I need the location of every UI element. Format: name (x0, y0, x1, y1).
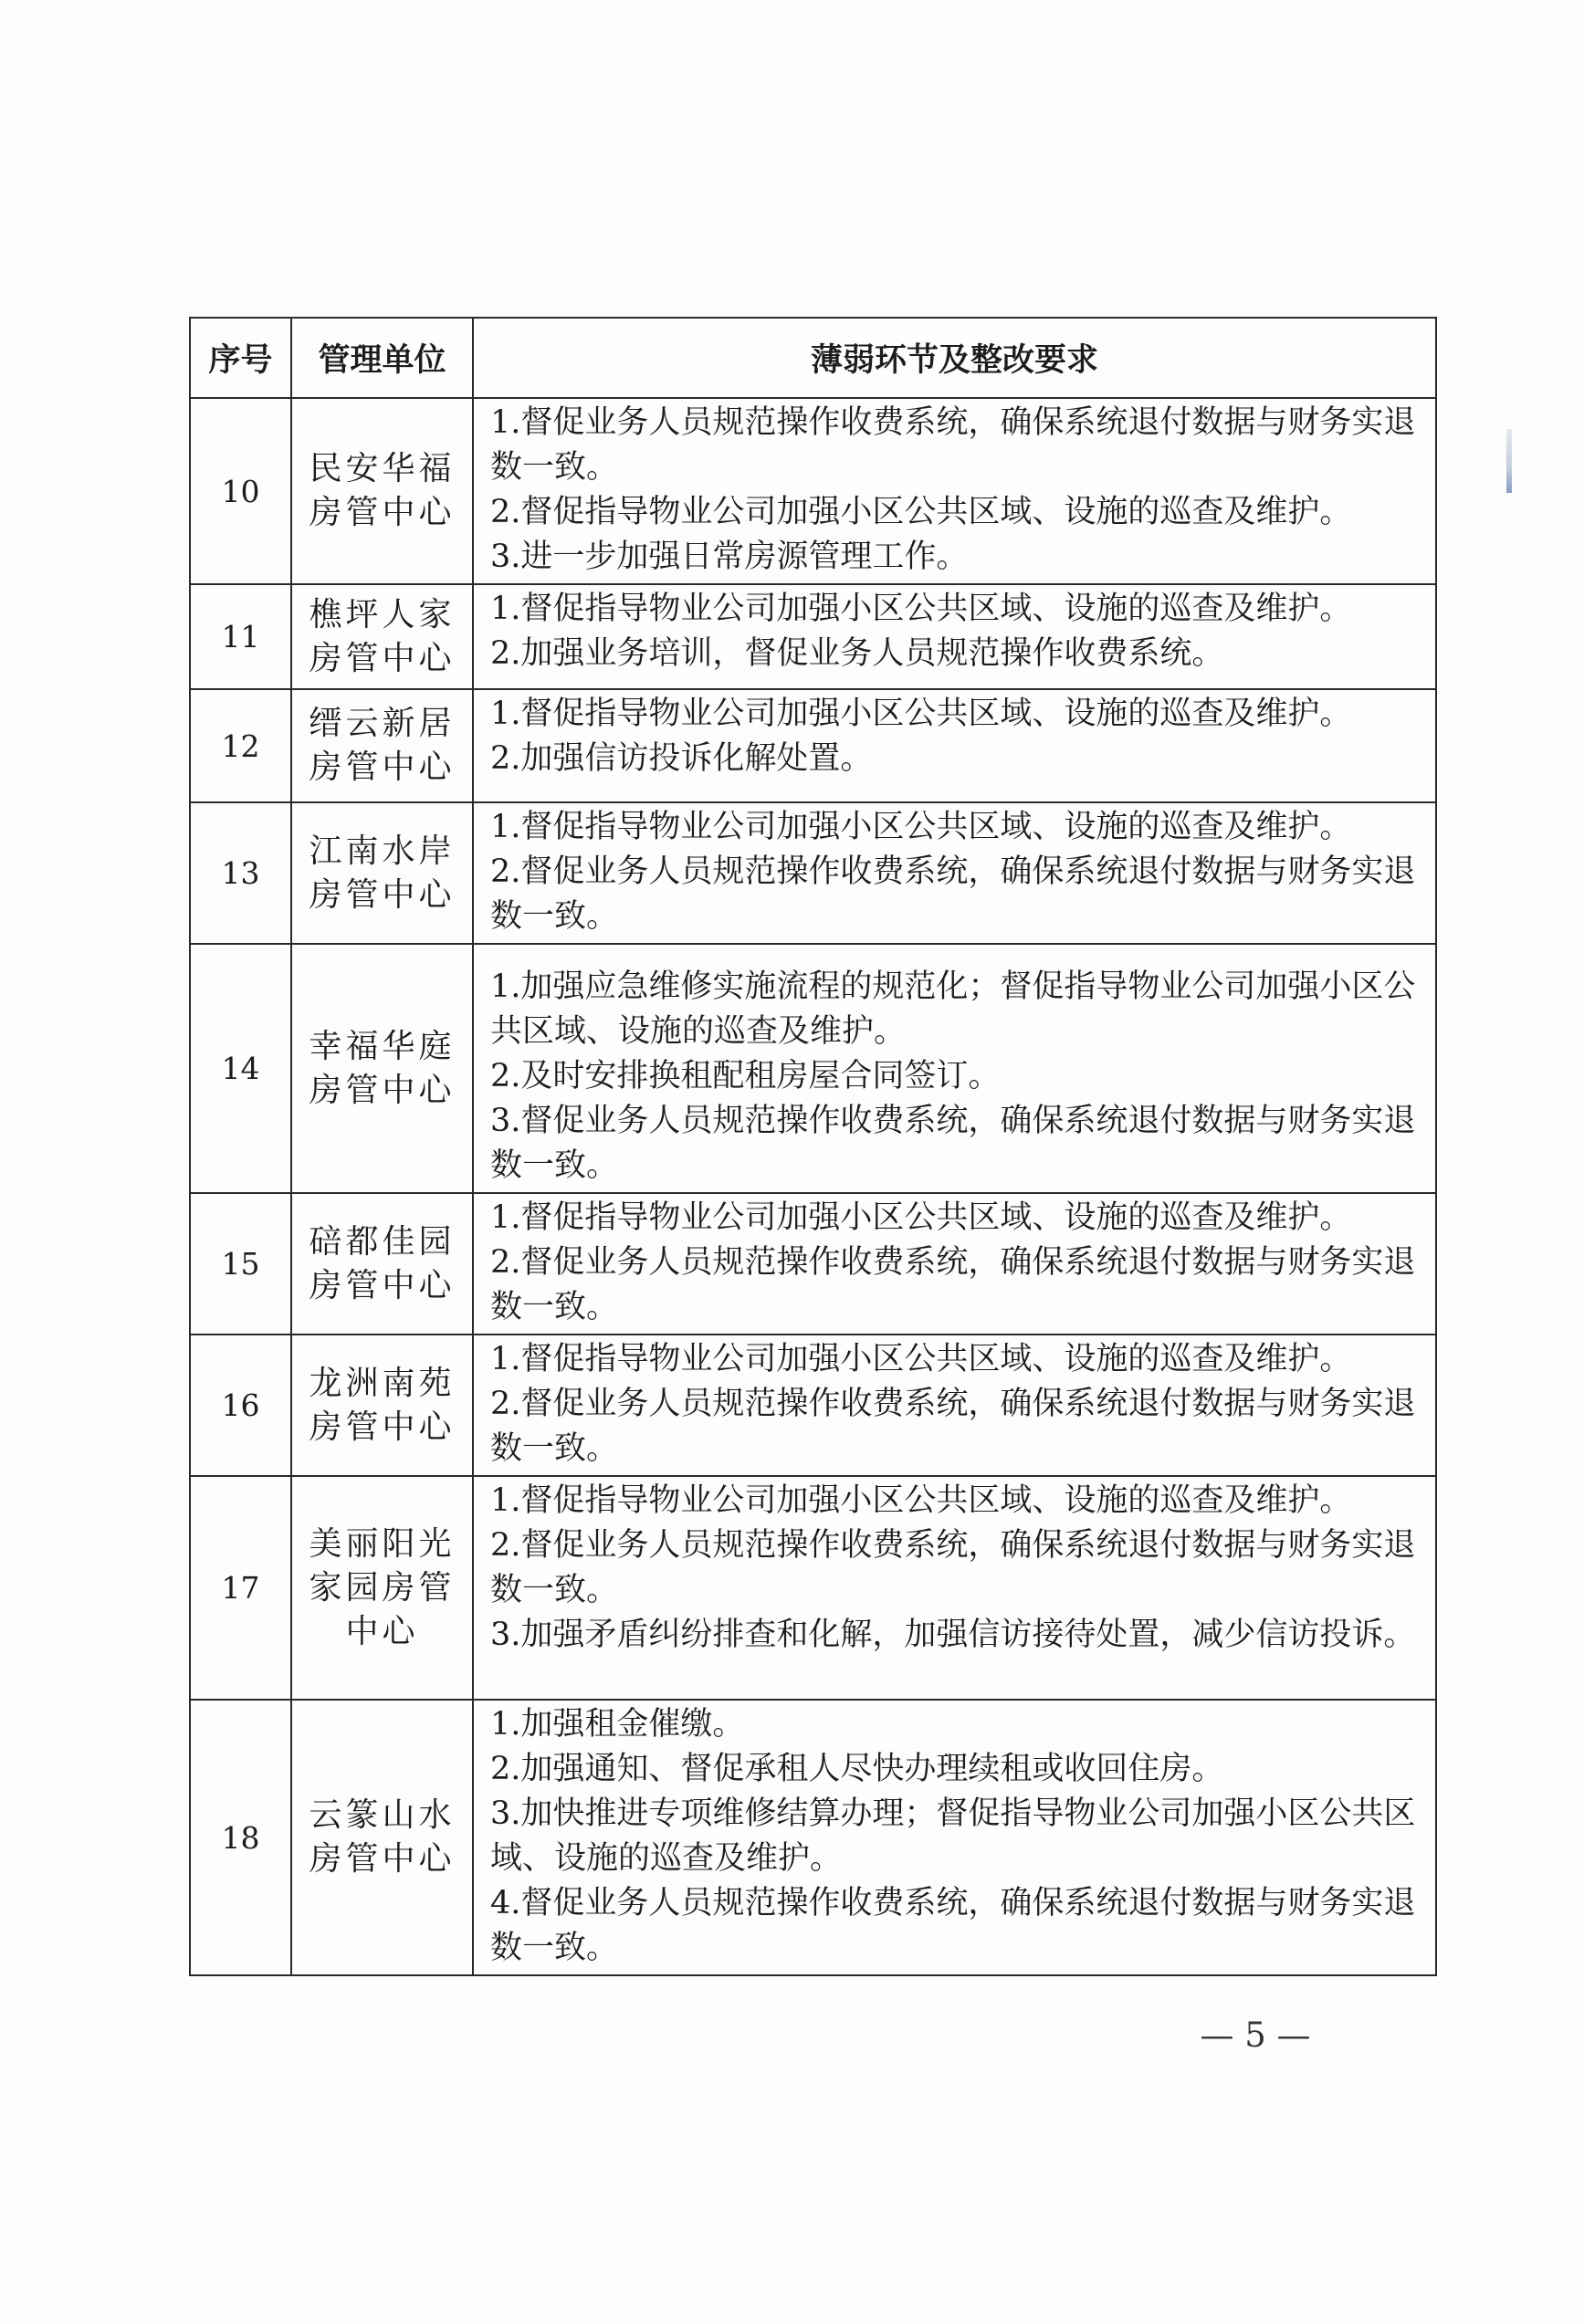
row-index: 11 (190, 584, 291, 689)
requirement-item: 2.加强通知、督促承租人尽快办理续租或收回住房。 (490, 1751, 1224, 1787)
row-unit: 江南水岸房管中心 (291, 802, 473, 944)
table-row (190, 1193, 1436, 1335)
requirement-item: 1.督促指导物业公司加强小区公共区域、设施的巡查及维护。 (490, 591, 1352, 627)
requirement-item: 2.加强信访投诉化解处置。 (490, 740, 873, 777)
row-requirements (473, 1476, 1436, 1700)
row-requirements (473, 1700, 1436, 1975)
page-number: — 5 — (1200, 2015, 1311, 2055)
table-row (190, 1476, 1436, 1700)
row-index: 15 (190, 1193, 291, 1335)
row-unit: 碚都佳园房管中心 (291, 1193, 473, 1335)
requirement-item: 2.督促业务人员规范操作收费系统，确保系统退付数据与财务实退数一致。 (490, 853, 1416, 935)
requirement-item: 4.督促业务人员规范操作收费系统，确保系统退付数据与财务实退数一致。 (490, 1885, 1416, 1966)
requirement-item: 1.督促指导物业公司加强小区公共区域、设施的巡查及维护。 (490, 696, 1352, 732)
header-index: 序号 (190, 318, 291, 398)
row-requirements (473, 1335, 1436, 1476)
row-requirements (473, 398, 1436, 584)
requirement-item: 3.进一步加强日常房源管理工作。 (490, 539, 969, 575)
row-index: 13 (190, 802, 291, 944)
row-index: 16 (190, 1335, 291, 1476)
table-row (190, 584, 1436, 689)
requirement-item: 2.加强业务培训，督促业务人员规范操作收费系统。 (490, 635, 1224, 672)
requirement-item: 1.加强租金催缴。 (490, 1706, 745, 1743)
rectification-table (189, 317, 1437, 1976)
row-requirements (473, 944, 1436, 1193)
table-row (190, 944, 1436, 1193)
row-index: 14 (190, 944, 291, 1193)
table-row (190, 398, 1436, 584)
row-requirements (473, 689, 1436, 802)
row-requirements (473, 584, 1436, 689)
row-unit: 云篆山水房管中心 (291, 1700, 473, 1975)
requirement-item: 3.加快推进专项维修结算办理；督促指导物业公司加强小区公共区域、设施的巡查及维护。 (490, 1795, 1416, 1877)
table-header-row (190, 318, 1436, 398)
requirement-item: 2.及时安排换租配租房屋合同签订。 (490, 1058, 1001, 1094)
requirement-item: 3.督促业务人员规范操作收费系统，确保系统退付数据与财务实退数一致。 (490, 1103, 1416, 1184)
row-requirements (473, 802, 1436, 944)
requirement-item: 2.督促指导物业公司加强小区公共区域、设施的巡查及维护。 (490, 494, 1352, 530)
table-row (190, 802, 1436, 944)
table-row (190, 1700, 1436, 1975)
table-row (190, 1335, 1436, 1476)
header-unit: 管理单位 (291, 318, 473, 398)
row-requirements (473, 1193, 1436, 1335)
header-requirements: 薄弱环节及整改要求 (473, 318, 1436, 398)
requirement-item: 3.加强矛盾纠纷排查和化解，加强信访接待处置，减少信访投诉。 (490, 1617, 1416, 1653)
table-row (190, 689, 1436, 802)
row-index: 17 (190, 1476, 291, 1700)
requirement-item: 1.督促指导物业公司加强小区公共区域、设施的巡查及维护。 (490, 1341, 1352, 1377)
scan-edge-mark (1506, 429, 1512, 493)
row-unit: 幸福华庭房管中心 (291, 944, 473, 1193)
row-index: 18 (190, 1700, 291, 1975)
requirement-item: 1.督促指导物业公司加强小区公共区域、设施的巡查及维护。 (490, 1199, 1352, 1236)
requirement-item: 2.督促业务人员规范操作收费系统，确保系统退付数据与财务实退数一致。 (490, 1386, 1416, 1467)
requirement-item: 1.督促指导物业公司加强小区公共区域、设施的巡查及维护。 (490, 809, 1352, 845)
requirement-item: 1.督促业务人员规范操作收费系统，确保系统退付数据与财务实退数一致。 (490, 404, 1416, 486)
row-index: 10 (190, 398, 291, 584)
requirement-item: 1.督促指导物业公司加强小区公共区域、设施的巡查及维护。 (490, 1482, 1352, 1519)
row-unit: 樵坪人家房管中心 (291, 584, 473, 689)
row-unit: 缙云新居房管中心 (291, 689, 473, 802)
row-unit: 民安华福房管中心 (291, 398, 473, 584)
row-unit: 美丽阳光家园房管中心 (291, 1476, 473, 1700)
row-index: 12 (190, 689, 291, 802)
row-unit: 龙洲南苑房管中心 (291, 1335, 473, 1476)
requirement-item: 2.督促业务人员规范操作收费系统，确保系统退付数据与财务实退数一致。 (490, 1527, 1416, 1608)
requirement-item: 1.加强应急维修实施流程的规范化；督促指导物业公司加强小区公共区域、设施的巡查及维护。 (490, 968, 1416, 1050)
requirement-item: 2.督促业务人员规范操作收费系统，确保系统退付数据与财务实退数一致。 (490, 1244, 1416, 1325)
